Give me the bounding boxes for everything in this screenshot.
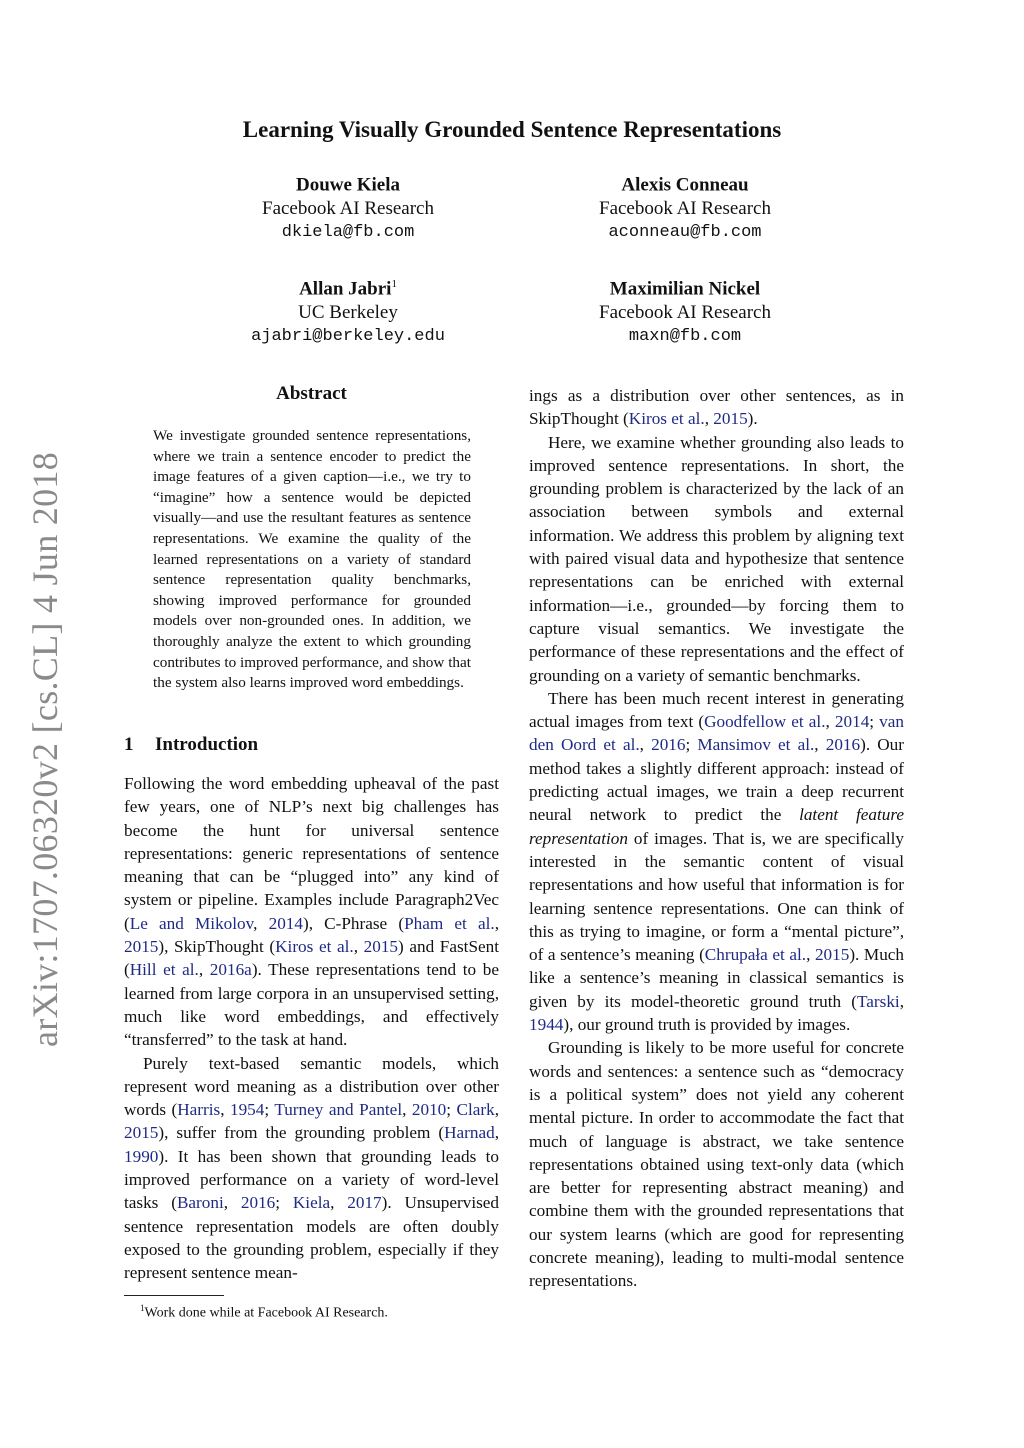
citation-link[interactable]: 1990 xyxy=(124,1146,159,1166)
author-email: dkiela@fb.com xyxy=(281,223,415,243)
citation-link[interactable]: 2016 xyxy=(825,735,861,755)
footnote: $^1$Work done while at Facebook AI Research. xyxy=(140,1303,388,1321)
paper-title: Learning Visually Grounded Sentence Representations xyxy=(242,117,782,142)
citation-link[interactable]: 2015 xyxy=(363,937,398,957)
author-affiliation: UC Berkeley xyxy=(298,302,398,324)
citation-link[interactable]: Clark xyxy=(456,1100,495,1120)
citation-link[interactable]: Hill et al. xyxy=(129,960,199,980)
citation-link[interactable]: van den Oord et al. xyxy=(529,712,904,755)
author-email: maxn@fb.com xyxy=(628,327,742,347)
author-block xyxy=(198,272,498,349)
author-name: Maximilian Nickel xyxy=(609,278,761,300)
author-affiliation: Facebook AI Research xyxy=(599,302,771,324)
citation-link[interactable]: 2016 xyxy=(651,735,686,755)
citation-link[interactable]: Kiela xyxy=(292,1193,331,1213)
citation-link[interactable]: 2016 xyxy=(240,1193,276,1213)
citation-link[interactable]: 2015 xyxy=(124,937,159,957)
author-name: Allan Jabri$^1$ xyxy=(299,278,397,300)
author-affiliation: Facebook AI Research xyxy=(262,198,434,220)
abstract-heading: Abstract xyxy=(276,383,347,404)
right-column xyxy=(529,384,904,1293)
citation-link[interactable]: 2015 xyxy=(124,1123,159,1143)
citation-link[interactable]: 2015 xyxy=(713,409,748,429)
author-affiliation: Facebook AI Research xyxy=(599,198,771,220)
citation-link[interactable]: 2010 xyxy=(411,1100,447,1120)
author-email: ajabri@berkeley.edu xyxy=(251,327,445,347)
paragraph: There has been much recent interest in generating actual images from text (Goodfellow et al., 2014; van den Oord et al., 2016; Mansimov et al., 2016). Our method takes a slightly different approach: instead of predicting actual images, we train a deep recurrent neural network to predict the latent feature representation of images. That is, we are specifically interested in the semantic content of visual representations and how useful that information is for learning sentence representations. One can think of this as trying to imagine, or form a “mental picture”, of a sentence’s meaning (Chrupała et al., 2015). Much like a sentence’s meaning in classical semantics is given by its model-theoretic ground truth (Tarski, 1944), our ground truth is provided by images. xyxy=(529,688,905,1035)
paragraph: Here, we examine whether grounding also leads to improved sentence representations. In short, the grounding problem is characterized by the lack of an association between symbols and external information. We address this problem by aligning text with paired visual data and hypothesize that sentence representations can be enriched with external information—i.e., grounded—by forcing them to capture visual semantics. We investigate the performance of these representations and the effect of grounding on a variety of semantic benchmarks. xyxy=(529,432,904,685)
citation-link[interactable]: Harnad xyxy=(444,1123,495,1143)
left-column xyxy=(124,772,499,1285)
citation-link[interactable]: Mansimov et al. xyxy=(697,735,815,755)
author-block xyxy=(535,168,835,245)
paragraph: Purely text-based semantic models, which represent word meaning as a distribution over other words (Harris, 1954; Turney and Pantel, 2010; Clark, 2015), suffer from the grounding problem (Harnad, 1990). It has been shown that grounding leads to improved performance on a variety of word-level tasks (Baroni, 2016; Kiela, 2017). Unsupervised sentence representation models are often doubly exposed to the grounding problem, especially if they represent sentence mean- xyxy=(124,1053,500,1283)
citation-link[interactable]: 2016a xyxy=(209,960,252,980)
citation-link[interactable]: 2017 xyxy=(347,1193,382,1213)
footnote-mark: 1 xyxy=(140,1303,145,1313)
citation-link[interactable]: 1944 xyxy=(529,1015,564,1035)
paragraph: Grounding is likely to be more useful for concrete words and sentences: a sentence such as “democracy is a political system” does not yield any coherent mental picture. In order to accommodate the fact that much of language is abstract, we take sentence representations obtained using text-only data (which are better for representing abstract meaning) and combine them with the grounded representations that our system learns (which are good for representing concrete meaning), leading to multi-modal sentence representations. xyxy=(529,1038,904,1291)
citation-link[interactable]: Kiros et al. xyxy=(275,937,354,957)
citation-link[interactable]: Chrupała et al. xyxy=(704,945,807,965)
citation-link[interactable]: 2014 xyxy=(834,712,870,732)
footnote-mark: 1 xyxy=(391,278,397,290)
citation-link[interactable]: 1954 xyxy=(229,1100,265,1120)
citation-link[interactable]: Tarski xyxy=(856,991,900,1011)
citation-link[interactable]: 2015 xyxy=(814,945,850,965)
author-name: Alexis Conneau xyxy=(621,174,749,196)
author-block xyxy=(198,168,498,245)
paragraph: ings as a distribution over other sentences, as in SkipThought (Kiros et al., 2015). xyxy=(529,386,904,429)
author-email: aconneau@fb.com xyxy=(608,223,762,243)
abstract-text: We investigate grounded sentence representations, where we train a sentence encoder to predict the image features of a given caption—i.e., we try to “imagine” how a sentence would be depicted visually—and use the resultant features as sentence representations. We examine the quality of the learned representations on a variety of standard sentence representation quality benchmarks, showing improved performance for grounded models over non-grounded ones. In addition, we thoroughly analyze the extent to which grounding contributes to improved performance, and show that the system also learns improved word embeddings. xyxy=(153,427,471,692)
arxiv-stamp xyxy=(22,452,68,1048)
citation-link[interactable]: Le and Mikolov xyxy=(129,913,254,933)
citation-link[interactable]: 2014 xyxy=(268,913,303,933)
section-heading: 1 Introduction xyxy=(124,734,259,755)
citation-link[interactable]: Turney and Pantel xyxy=(274,1100,403,1120)
citation-link[interactable]: Kiros et al. xyxy=(628,409,705,429)
citation-link[interactable]: Harris xyxy=(177,1100,221,1120)
author-name: Douwe Kiela xyxy=(296,174,400,196)
emphasis: latent feature representation xyxy=(529,805,904,848)
paragraph: Following the word embedding upheaval of the past few years, one of NLP’s next big challenges has become the hunt for universal sentence representations: generic representations of sentence meaning that can be “plugged into” any kind of system or pipeline. Examples include Paragraph2Vec (Le and Mikolov, 2014), C-Phrase (Pham et al., 2015), SkipThought (Kiros et al., 2015) and FastSent (Hill et al., 2016a). These representations tend to be learned from large corpora in an unsupervised setting, much like word embeddings, and effectively “transferred” to the task at hand. xyxy=(124,774,499,1050)
citation-link[interactable]: Pham et al. xyxy=(404,913,495,933)
citation-link[interactable]: Goodfellow et al. xyxy=(704,712,826,732)
arxiv-identifier: arXiv:1707.06320v2 [cs.CL] 4 Jun 2018 xyxy=(25,452,65,1048)
footnote-divider xyxy=(124,1295,224,1296)
citation-link[interactable]: Baroni xyxy=(176,1193,224,1213)
author-block xyxy=(535,272,835,349)
